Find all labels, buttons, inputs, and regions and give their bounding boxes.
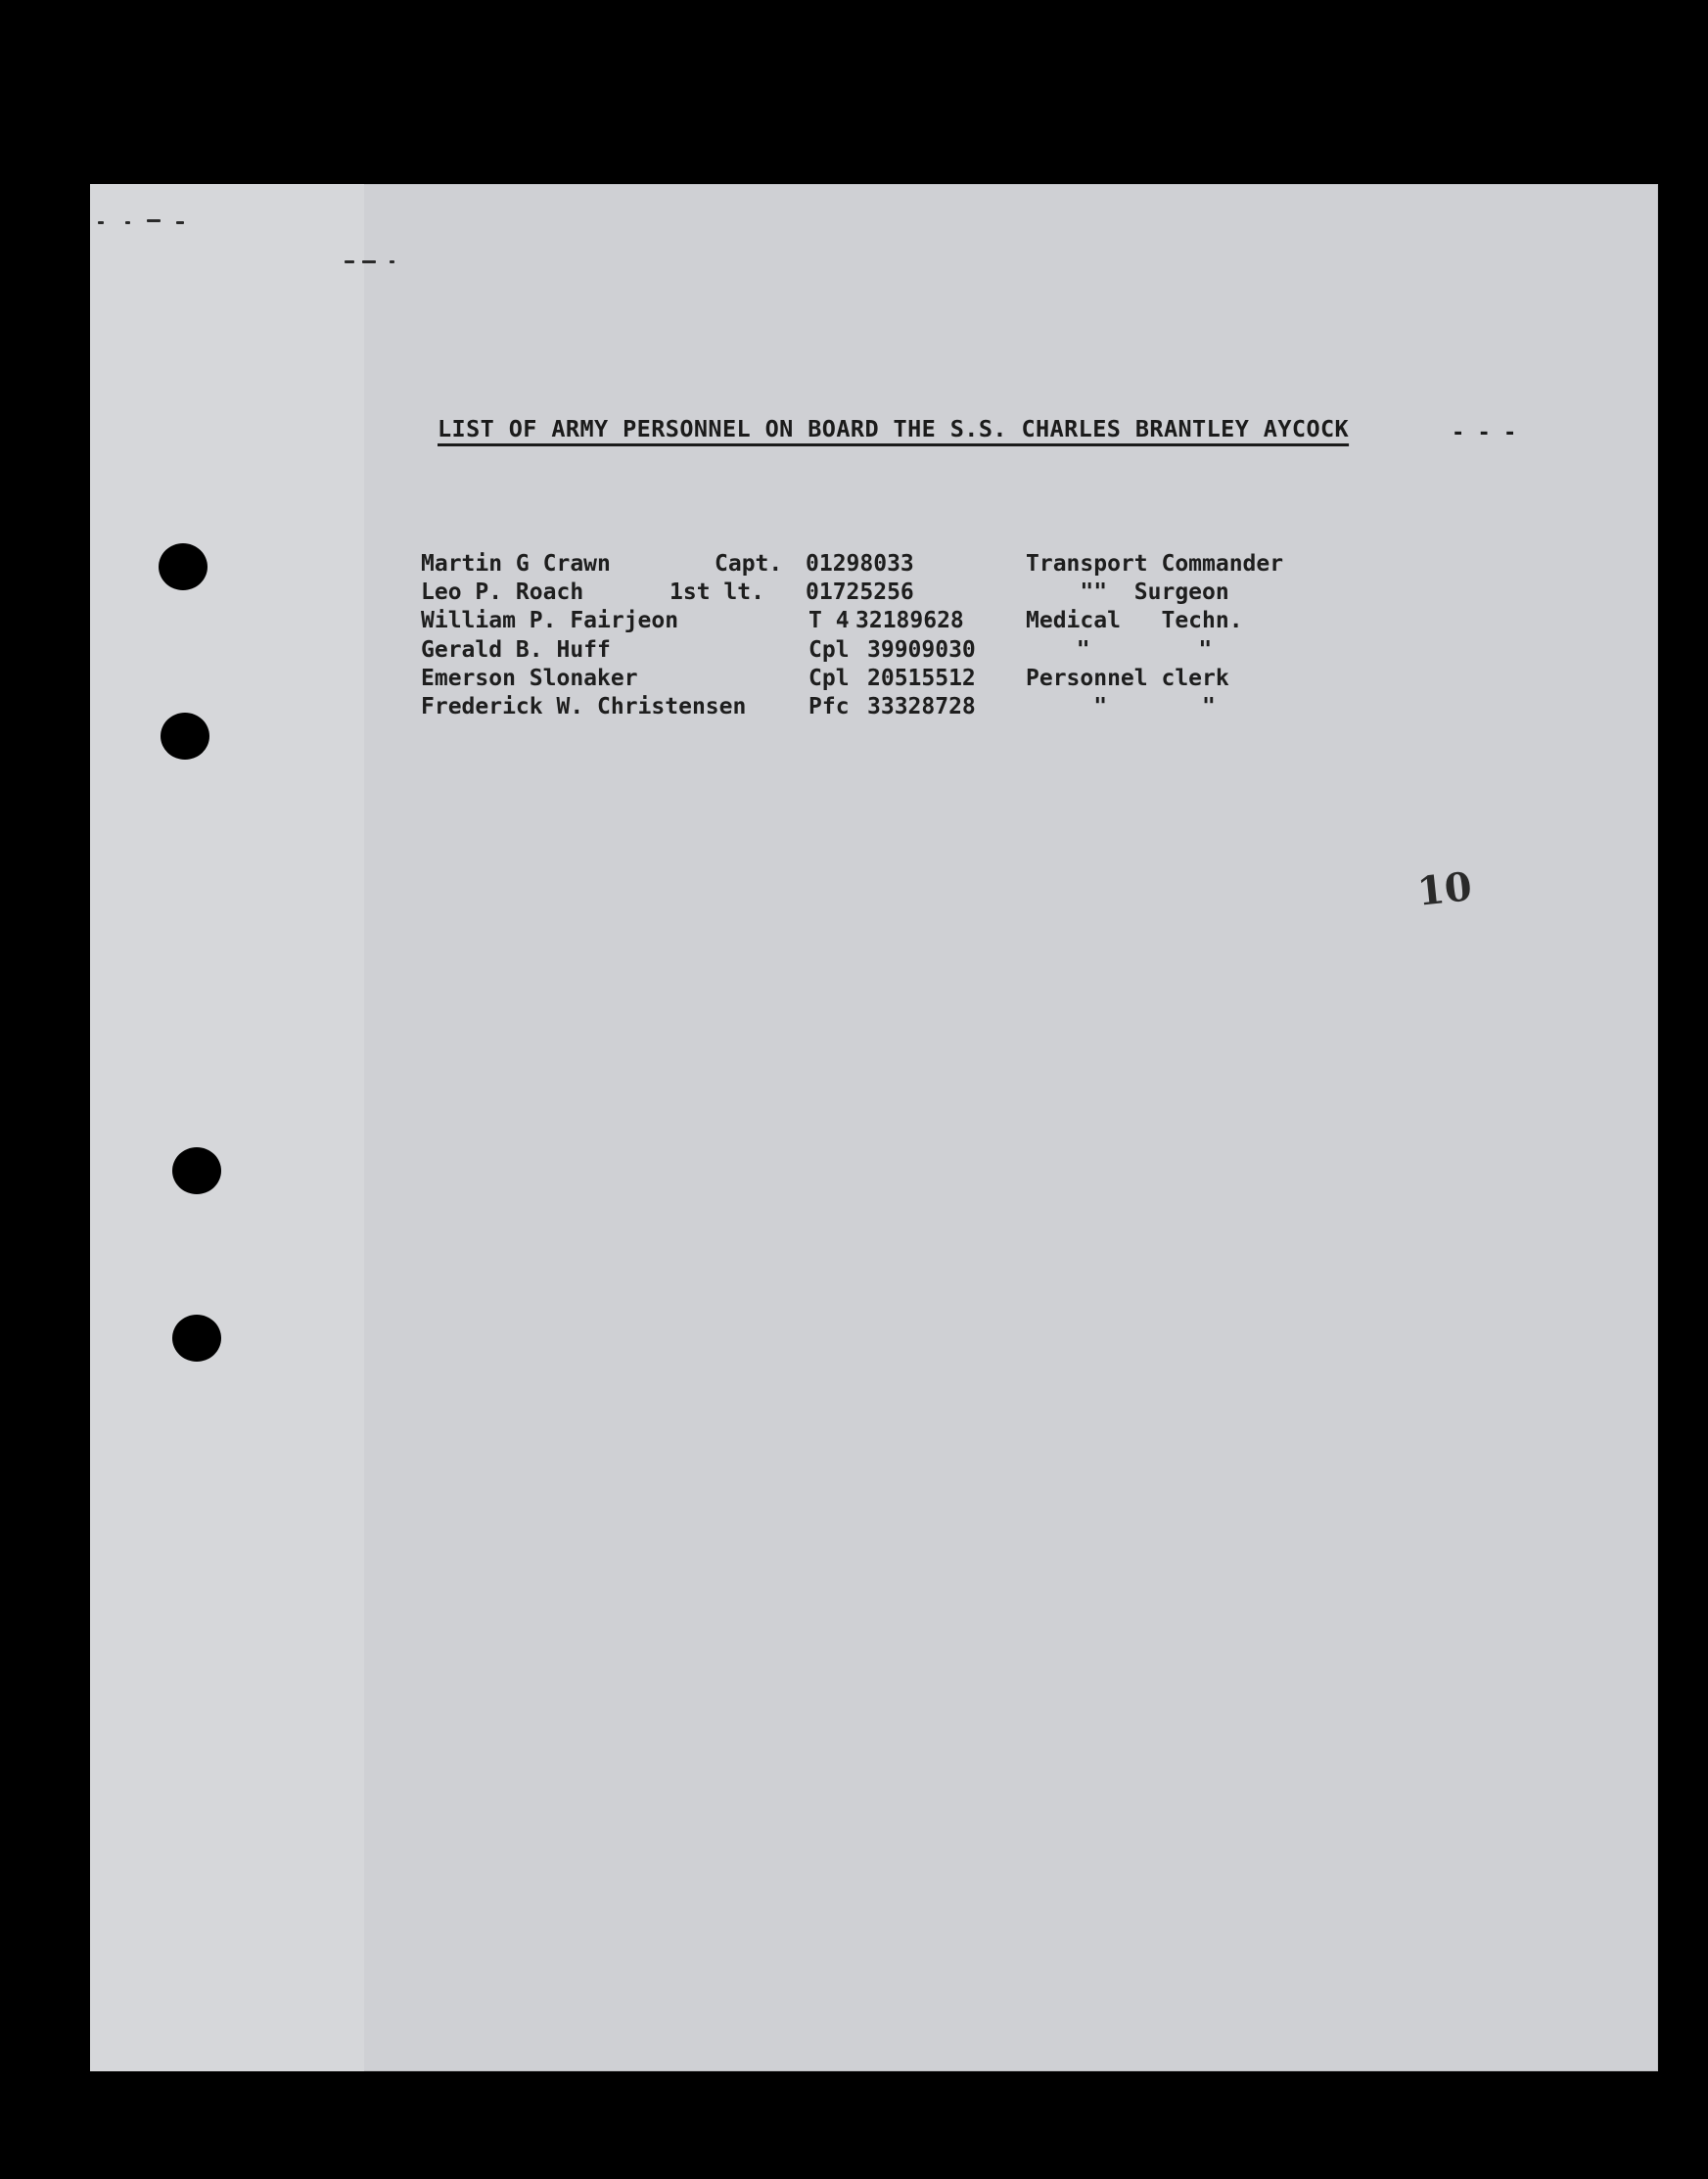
- personnel-rank: 1st lt.: [669, 580, 764, 605]
- punch-hole: [172, 1147, 221, 1194]
- personnel-rank: Cpl: [808, 637, 850, 663]
- personnel-name: William P. Fairjeon: [421, 608, 679, 633]
- title-pencil-mark: - - -: [1452, 421, 1517, 445]
- scan-speck: [125, 221, 130, 224]
- personnel-role: Personnel clerk: [1026, 666, 1229, 691]
- personnel-name: Frederick W. Christensen: [421, 694, 747, 719]
- scan-speck: [147, 219, 161, 222]
- personnel-name: Martin G Crawn: [421, 551, 611, 577]
- scan-speck: [345, 260, 354, 263]
- personnel-serial: 20515512: [867, 666, 976, 691]
- personnel-rank: Capt.: [715, 551, 783, 577]
- personnel-serial: 32189628: [855, 608, 964, 633]
- personnel-rank: Pfc: [808, 694, 850, 719]
- personnel-role: Medical Techn.: [1026, 608, 1243, 633]
- personnel-name: Leo P. Roach: [421, 580, 584, 605]
- scan-speck: [390, 260, 394, 263]
- punch-hole: [172, 1315, 221, 1362]
- personnel-role: Transport Commander: [1026, 551, 1284, 577]
- document-title: LIST OF ARMY PERSONNEL ON BOARD THE S.S. CHARLES BRANTLEY AYCOCK: [438, 415, 1350, 442]
- personnel-serial: 33328728: [867, 694, 976, 719]
- scan-speck: [362, 260, 376, 263]
- punch-hole: [159, 543, 208, 590]
- personnel-name: Gerald B. Huff: [421, 637, 611, 663]
- personnel-role: "" Surgeon: [1026, 580, 1229, 605]
- personnel-rank: T 4: [808, 608, 850, 633]
- personnel-serial: 39909030: [867, 637, 976, 663]
- personnel-serial: 01298033: [806, 551, 914, 577]
- personnel-role: " ": [1049, 637, 1213, 663]
- punch-hole: [161, 713, 209, 760]
- page-number: 10: [1414, 863, 1474, 915]
- paper-sheet: [90, 184, 1658, 2071]
- personnel-role: " ": [1026, 694, 1216, 719]
- scan-speck: [98, 221, 104, 224]
- paper-margin-strip: [90, 184, 364, 2071]
- personnel-rank: Cpl: [808, 666, 850, 691]
- personnel-serial: 01725256: [806, 580, 914, 605]
- scan-speck: [176, 221, 184, 224]
- personnel-name: Emerson Slonaker: [421, 666, 638, 691]
